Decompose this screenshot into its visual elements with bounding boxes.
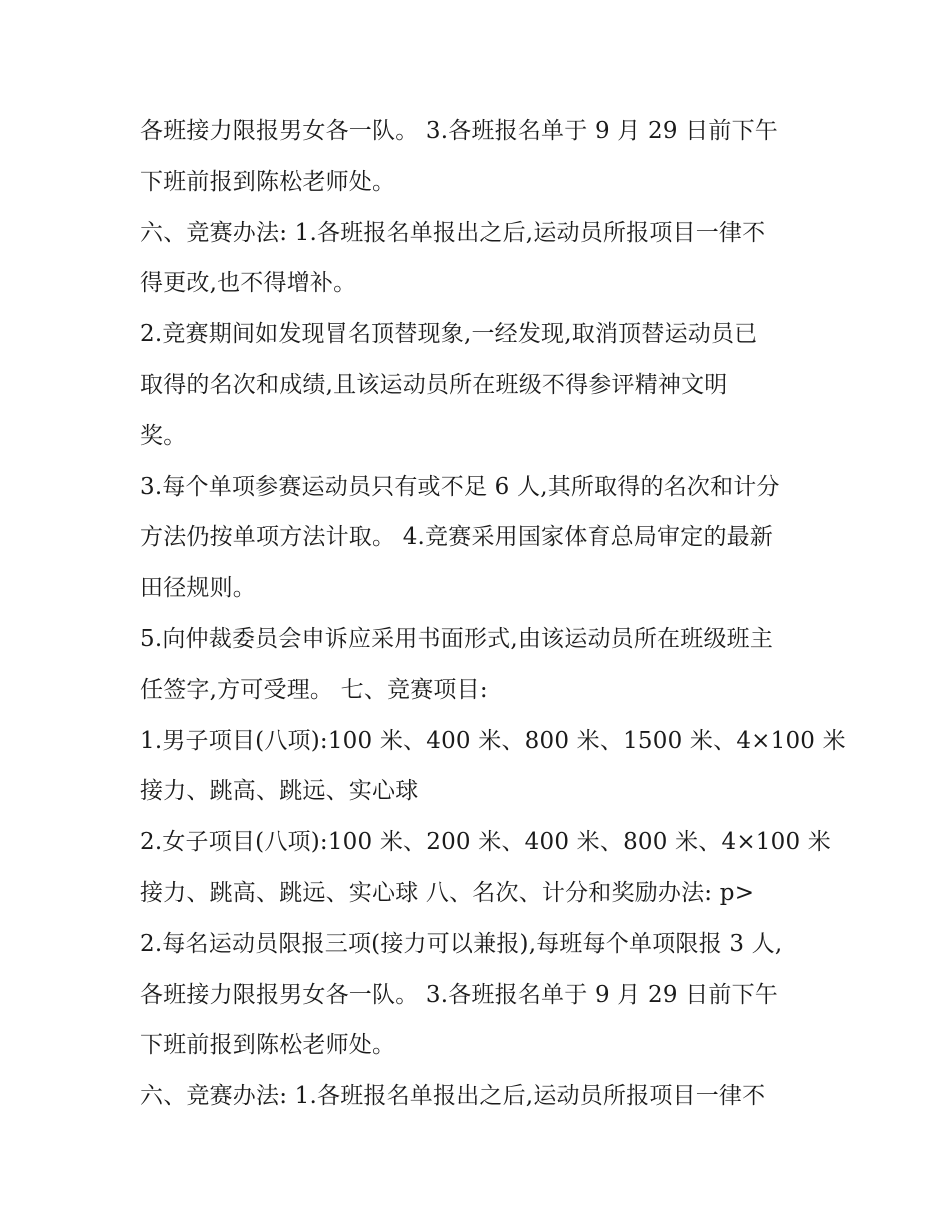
document-body bbox=[140, 106, 846, 1122]
text-line: 5.向仲裁委员会申诉应采用书面形式,由该运动员所在班级班主 bbox=[140, 625, 774, 652]
text-line: 六、竞赛办法: 1.各班报名单报出之后,运动员所报项目一律不 bbox=[140, 219, 766, 246]
text-line: 2.竞赛期间如发现冒名顶替现象,一经发现,取消顶替运动员已 bbox=[140, 321, 758, 348]
text-line: 各班接力限报男女各一队。 3.各班报名单于 9 月 29 日前下午 bbox=[140, 981, 778, 1008]
text-line: 六、竞赛办法: 1.各班报名单报出之后,运动员所报项目一律不 bbox=[140, 1083, 766, 1110]
text-line: 田径规则。 bbox=[140, 575, 256, 602]
text-line: 接力、跳高、跳远、实心球 八、名次、计分和奖励办法: p> bbox=[140, 879, 755, 906]
text-line: 取得的名次和成绩,且该运动员所在班级不得参评精神文明 bbox=[140, 371, 728, 398]
text-line: 得更改,也不得增补。 bbox=[140, 270, 357, 297]
text-line: 1.男子项目(八项):100 米、400 米、800 米、1500 米、4×100 米 bbox=[140, 727, 846, 754]
text-line: 接力、跳高、跳远、实心球 bbox=[140, 778, 419, 805]
text-line: 2.女子项目(八项):100 米、200 米、400 米、800 米、4×100 米 bbox=[140, 829, 831, 856]
text-line: 下班前报到陈松老师处。 bbox=[140, 168, 396, 195]
text-line: 任签字,方可受理。 七、竞赛项目: bbox=[140, 676, 488, 703]
text-line: 3.每个单项参赛运动员只有或不足 6 人,其所取得的名次和计分 bbox=[140, 473, 780, 500]
text-line: 2.每名运动员限报三项(接力可以兼报),每班每个单项限报 3 人, bbox=[140, 930, 783, 957]
text-line: 方法仍按单项方法计取。 4.竞赛采用国家体育总局审定的最新 bbox=[140, 524, 774, 551]
text-line: 下班前报到陈松老师处。 bbox=[140, 1032, 396, 1059]
text-line: 各班接力限报男女各一队。 3.各班报名单于 9 月 29 日前下午 bbox=[140, 118, 778, 144]
text-line: 奖。 bbox=[140, 422, 187, 449]
